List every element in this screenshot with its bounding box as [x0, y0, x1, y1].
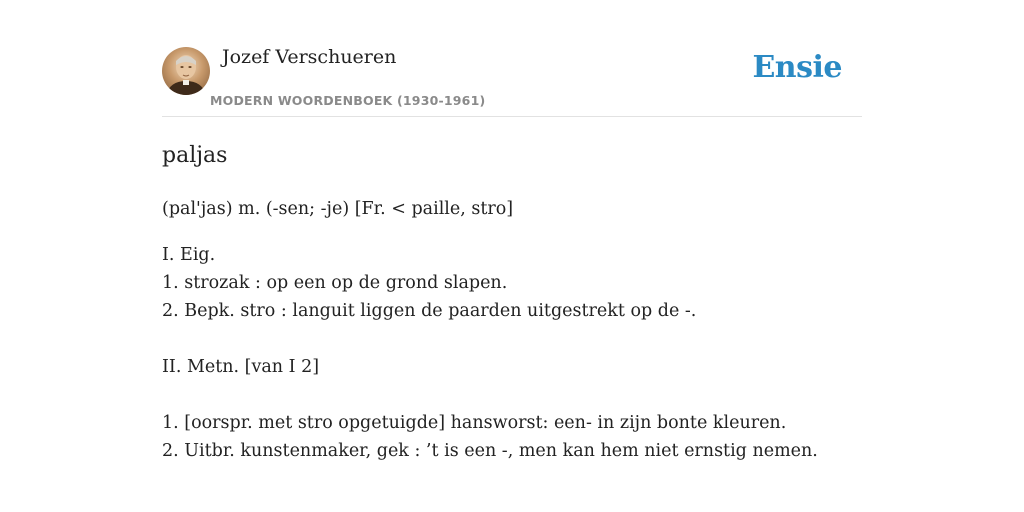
ensie-logo[interactable]: Ensie — [752, 50, 842, 85]
definition-item: 1. [oorspr. met stro opgetuigde] hansworst: een- in zijn bonte kleuren. — [162, 413, 787, 433]
definition-body — [162, 241, 862, 465]
spacer — [162, 381, 862, 409]
portrait-icon — [162, 47, 210, 95]
section-heading: II. Metn. [van I 2] — [162, 357, 320, 377]
entry-header — [162, 40, 862, 117]
author-avatar[interactable] — [162, 47, 210, 95]
spacer — [162, 325, 862, 353]
definition-item: 2. Uitbr. kunstenmaker, gek : ’t is een -, men kan hem niet ernstig nemen. — [162, 441, 818, 461]
entry-title: paljas — [162, 143, 228, 168]
source-label[interactable]: MODERN WOORDENBOEK (1930-1961) — [210, 93, 486, 108]
author-name[interactable]: Jozef Verschueren — [222, 46, 397, 68]
definition-item: 1. strozak : op een op de grond slapen. — [162, 273, 508, 293]
entry-card — [162, 40, 862, 465]
section-heading: I. Eig. — [162, 245, 216, 265]
pronunciation-line: (pal'jas) m. (-sen; -je) [Fr. < paille, stro] — [162, 199, 514, 219]
definition-item: 2. Bepk. stro : languit liggen de paarden uitgestrekt op de -. — [162, 301, 697, 321]
